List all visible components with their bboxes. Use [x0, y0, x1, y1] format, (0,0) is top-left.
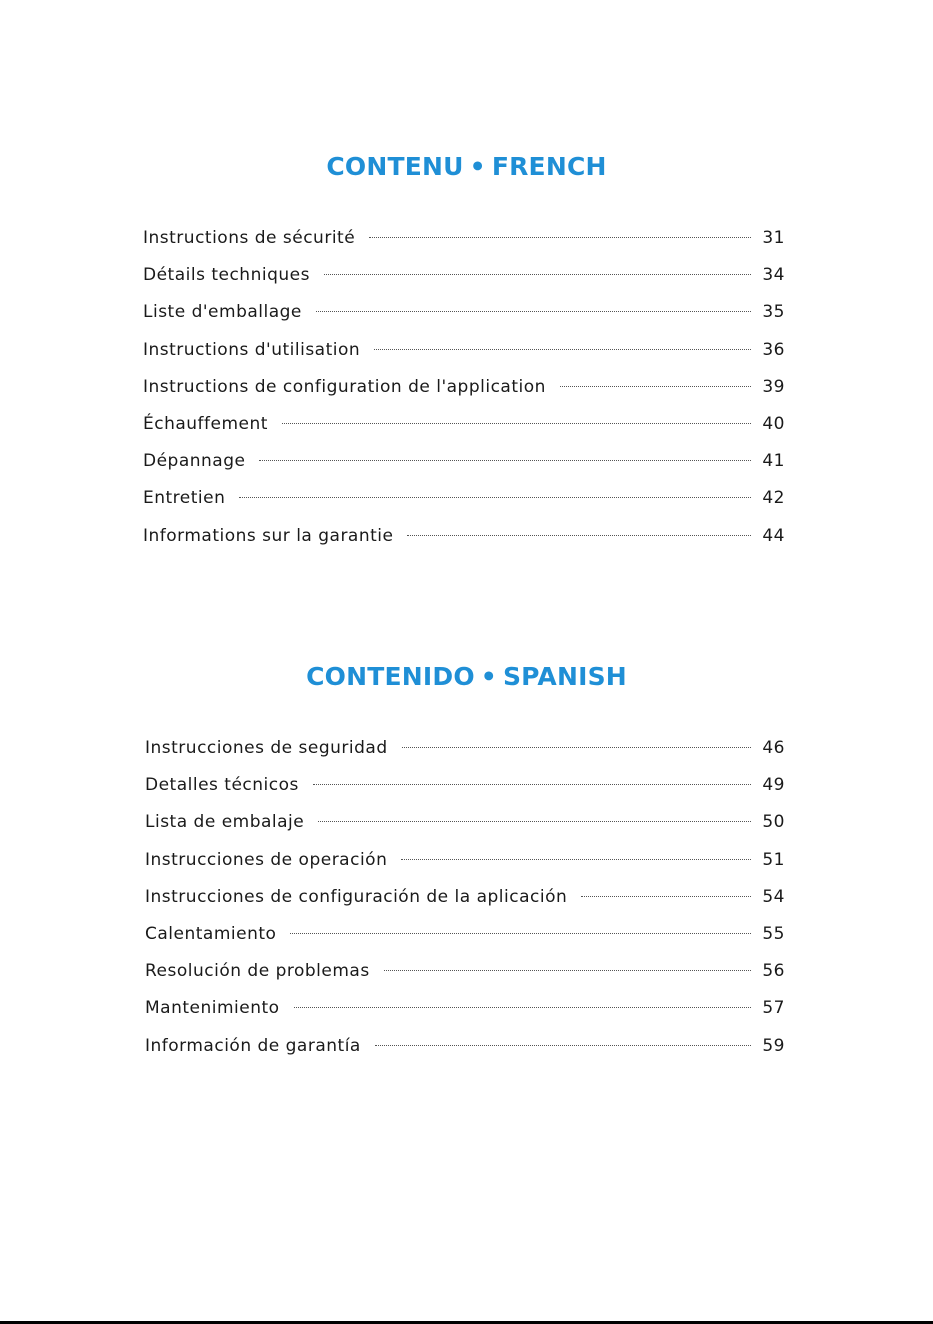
- toc-entry-label: Instrucciones de seguridad: [145, 738, 388, 758]
- dot-leader: [290, 933, 751, 934]
- toc-entry-page: 59: [762, 1035, 785, 1056]
- toc-entry-label: Resolución de problemas: [145, 961, 370, 982]
- toc-entry[interactable]: [145, 990, 785, 1027]
- dot-leader: [375, 1045, 751, 1046]
- toc-entry-page: 34: [762, 265, 785, 286]
- toc-entry-page: 51: [762, 849, 785, 870]
- toc-entry[interactable]: [143, 257, 785, 294]
- toc-entry[interactable]: [143, 518, 785, 555]
- toc-title-french: [0, 150, 933, 184]
- toc-title-main: CONTENU: [326, 152, 464, 181]
- toc-entry-page: 55: [762, 923, 785, 944]
- toc-entry[interactable]: [143, 369, 785, 406]
- toc-entry[interactable]: [145, 953, 785, 990]
- toc-entry-page: 41: [762, 451, 785, 472]
- dot-leader: [294, 1007, 751, 1008]
- toc-entry-label: Mantenimiento: [145, 998, 280, 1019]
- toc-entry[interactable]: [145, 879, 785, 916]
- toc-entry-label: Liste d'emballage: [143, 302, 302, 323]
- toc-entry-page: 56: [762, 961, 785, 982]
- toc-entry[interactable]: [143, 332, 785, 369]
- toc-entry-page: 57: [762, 998, 785, 1019]
- dot-leader: [239, 497, 751, 498]
- dot-leader: [401, 859, 751, 860]
- dot-leader: [407, 535, 751, 536]
- dot-leader: [313, 784, 751, 785]
- toc-entry[interactable]: [145, 767, 785, 804]
- dot-leader: [282, 423, 751, 424]
- toc-list-french: [143, 220, 785, 555]
- toc-entry-page: 35: [762, 302, 785, 323]
- dot-leader: [402, 747, 751, 748]
- toc-section-french: [0, 150, 933, 546]
- toc-entry[interactable]: [143, 294, 785, 331]
- dot-leader: [259, 460, 751, 461]
- toc-title-spanish: [0, 660, 933, 694]
- toc-entry-page: 49: [762, 775, 785, 796]
- toc-entry-page: 42: [762, 488, 785, 509]
- dot-leader: [318, 821, 751, 822]
- toc-entry[interactable]: [145, 804, 785, 841]
- toc-entry-page: 36: [762, 339, 785, 360]
- toc-list-spanish: [145, 730, 785, 1065]
- title-separator-dot: •: [480, 662, 497, 691]
- toc-entry-label: Instructions de configuration de l'application: [143, 376, 546, 397]
- toc-entry-label: Échauffement: [143, 413, 268, 434]
- toc-title-main: CONTENIDO: [306, 662, 475, 691]
- toc-entry-label: Instructions d'utilisation: [143, 339, 361, 360]
- toc-entry-label: Instrucciones de configuración de la aplicación: [145, 886, 568, 907]
- toc-entry[interactable]: [145, 916, 785, 953]
- toc-entry-page: 50: [762, 812, 785, 833]
- toc-entry-label: Entretien: [143, 488, 226, 509]
- toc-entry-label: Información de garantía: [145, 1035, 361, 1056]
- toc-entry[interactable]: [143, 480, 785, 517]
- dot-leader: [374, 349, 751, 350]
- title-separator-dot: •: [469, 152, 486, 181]
- dot-leader: [369, 237, 751, 238]
- toc-entry-page: 40: [762, 413, 785, 434]
- toc-entry-label: Détails techniques: [143, 265, 310, 286]
- toc-entry[interactable]: [145, 730, 785, 767]
- dot-leader: [384, 970, 751, 971]
- toc-entry-page: 31: [762, 228, 785, 248]
- dot-leader: [316, 311, 751, 312]
- toc-entry-label: Calentamiento: [145, 923, 277, 944]
- toc-entry[interactable]: [143, 406, 785, 443]
- toc-entry-label: Instructions de sécurité: [143, 228, 356, 248]
- toc-entry-label: Detalles técnicos: [145, 775, 299, 796]
- toc-entry-label: Dépannage: [143, 451, 246, 472]
- dot-leader: [581, 896, 751, 897]
- toc-entry[interactable]: [145, 842, 785, 879]
- toc-entry-label: Informations sur la garantie: [143, 525, 394, 546]
- toc-title-language: SPANISH: [502, 662, 627, 691]
- toc-section-spanish: [0, 660, 933, 1056]
- toc-entry[interactable]: [145, 1028, 785, 1065]
- dot-leader: [324, 274, 751, 275]
- toc-entry-page: 46: [762, 738, 785, 758]
- toc-title-language: FRENCH: [491, 152, 607, 181]
- toc-entry-page: 44: [762, 525, 785, 546]
- toc-entry-page: 54: [762, 886, 785, 907]
- toc-entry[interactable]: [143, 220, 785, 257]
- dot-leader: [560, 386, 751, 387]
- toc-entry-page: 39: [762, 376, 785, 397]
- toc-entry-label: Instrucciones de operación: [145, 849, 388, 870]
- toc-entry-label: Lista de embalaje: [145, 812, 305, 833]
- toc-entry[interactable]: [143, 443, 785, 480]
